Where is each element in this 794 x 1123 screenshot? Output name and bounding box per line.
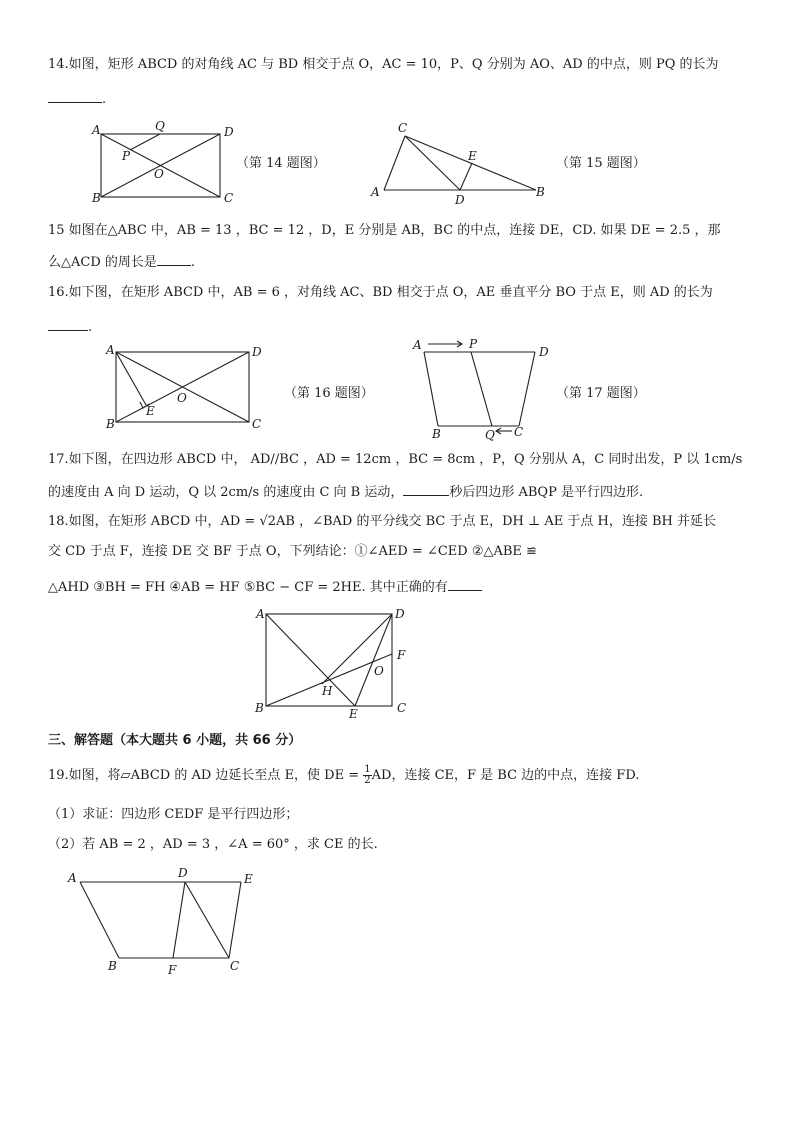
q17-label-c: C	[514, 425, 524, 439]
q19-frac-den: 2	[364, 775, 371, 786]
q15-label-e: E	[468, 149, 477, 163]
q19-label-f: F	[168, 963, 177, 977]
q17-label-a: A	[413, 338, 422, 352]
q17-text-1: 17.如下图，在四边形 ABCD 中， AD//BC ，AD = 12cm ，BC = 8cm ，P，Q 分别从 A，C 同时出发，P 以 1cm/s	[48, 452, 743, 467]
q14-label-q: Q	[155, 120, 165, 133]
q15-text-2a: 么△ACD 的周长是	[48, 255, 157, 270]
q15-figure	[368, 118, 548, 204]
q16-label-e: E	[146, 404, 155, 418]
q19-text-a: 19.如图，将▱ABCD 的 AD 边延长至点 E，使 DE =	[48, 768, 360, 783]
q19-label-e: E	[244, 872, 253, 886]
q19-text	[48, 765, 639, 786]
q16-caption: （第 16 题图）	[284, 386, 374, 401]
q14-label-p: P	[122, 149, 131, 163]
q14-label-d: D	[224, 125, 234, 139]
q17-caption: （第 17 题图）	[556, 386, 646, 401]
q14-text: 14.如图，矩形 ABCD 的对角线 AC 与 BD 相交于点 O，AC = 10，P、Q 分别为 AO、AD 的中点，则 PQ 的长为	[48, 57, 719, 72]
q16-label-b: B	[106, 417, 115, 431]
q19-label-d: D	[178, 866, 188, 880]
q16-label-d: D	[252, 345, 262, 359]
q16-text: 16.如下图，在矩形 ABCD 中，AB = 6 ，对角线 AC、BD 相交于点 O，AE 垂直平分 BO 于点 E，则 AD 的长为	[48, 285, 713, 300]
q19-label-b: B	[108, 959, 117, 973]
q16-label-o: O	[177, 391, 187, 405]
q19-label-c: C	[230, 959, 240, 973]
q15-label-a: A	[371, 185, 380, 199]
q18-label-a: A	[256, 607, 265, 621]
q18-label-d: D	[395, 607, 405, 621]
q15-text-1: 15 如图在△ABC 中，AB = 13 ，BC = 12 ，D，E 分别是 AB，BC 的中点，连接 DE，CD. 如果 DE = 2.5 ，那	[48, 223, 721, 238]
q18-label-c: C	[397, 701, 407, 715]
q18-text-1: 18.如图，在矩形 ABCD 中，AD = √2AB ，∠BAD 的平分线交 BC 于点 E，DH ⊥ AE 于点 H，连接 BH 并延长	[48, 514, 716, 529]
q14-label-o: O	[154, 167, 164, 181]
q19-part-2: （2）若 AB = 2 ，AD = 3 ，∠A = 60° ，求 CE 的长.	[48, 837, 378, 852]
q14-label-c: C	[224, 191, 234, 205]
q15-label-c: C	[398, 121, 408, 135]
q18-label-h: H	[322, 684, 333, 698]
q14-label-b: B	[92, 191, 101, 205]
q16-answer-line	[48, 316, 92, 337]
q18-text-3a: △AHD ③BH = FH ④AB = HF ⑤BC − CF = 2HE. 其中正确的有	[48, 580, 448, 595]
section-3-title: 三、解答题（本大题共 6 小题，共 66 分）	[48, 733, 302, 748]
q15-caption: （第 15 题图）	[556, 156, 646, 171]
q14-figure	[90, 120, 240, 206]
q16-label-c: C	[252, 417, 262, 431]
q17-text-2a: 的速度由 A 向 D 运动，Q 以 2cm/s 的速度由 C 向 B 运动，	[48, 485, 404, 500]
q19-label-a: A	[68, 871, 77, 885]
q16-label-a: A	[106, 343, 115, 357]
q17-label-b: B	[432, 427, 441, 441]
q19-part-1: （1）求证：四边形 CEDF 是平行四边形；	[48, 807, 299, 822]
q17-label-d: D	[539, 345, 549, 359]
q18-blank[interactable]	[448, 576, 482, 591]
q14-blank[interactable]	[48, 88, 102, 103]
q18-text-2: 交 CD 于点 F，连接 DE 交 BF 于点 O，下列结论：①∠AED = ∠CED ②△ABE ≌	[48, 544, 537, 559]
q18-text-3	[48, 576, 482, 597]
q17-text-2	[48, 481, 643, 502]
q16-end: .	[88, 320, 93, 335]
q19-text-b: AD，连接 CE，F 是 BC 边的中点，连接 FD.	[371, 768, 640, 783]
q15-end: .	[190, 255, 196, 270]
q15-label-d: D	[455, 193, 465, 204]
q18-label-o: O	[374, 664, 384, 678]
q14-end: .	[102, 92, 107, 107]
q17-figure	[408, 336, 558, 442]
q14-caption: （第 14 题图）	[236, 156, 326, 171]
q17-text-2b: 秒后四边形 ABQP 是平行四边形.	[449, 485, 644, 500]
q17-blank[interactable]	[403, 481, 449, 496]
q18-label-b: B	[255, 701, 264, 715]
q14-label-a: A	[92, 123, 101, 137]
q15-text-2	[48, 251, 195, 272]
q18-figure	[252, 602, 418, 720]
q14-answer-line	[48, 88, 106, 109]
q19-figure	[60, 864, 266, 978]
q16-figure	[100, 342, 270, 434]
q15-blank[interactable]	[157, 251, 191, 266]
q17-label-q: Q	[485, 428, 495, 442]
q16-blank[interactable]	[48, 316, 88, 331]
q15-label-b: B	[536, 185, 545, 199]
q18-label-e: E	[349, 707, 358, 720]
q19-fraction	[363, 765, 371, 786]
q17-label-p: P	[469, 337, 478, 351]
q18-label-f: F	[397, 648, 406, 662]
q19-frac-num: 1	[364, 764, 371, 775]
